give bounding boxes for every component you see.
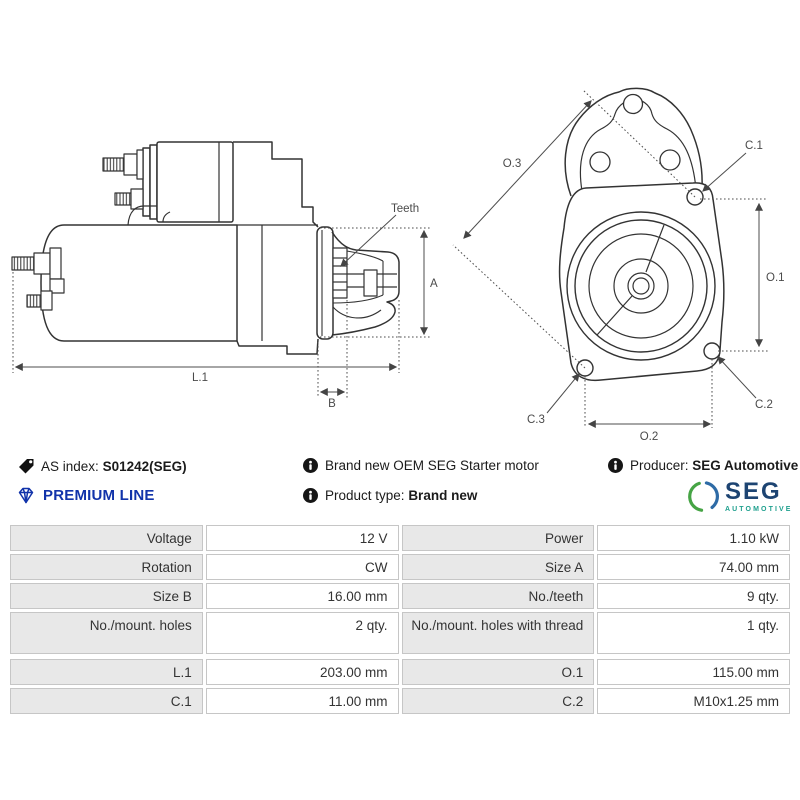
spec-label: C.2 — [402, 688, 595, 714]
spec-label: L.1 — [10, 659, 203, 685]
teeth-label: Teeth — [391, 203, 420, 215]
producer — [608, 458, 798, 473]
producer-text — [630, 458, 798, 473]
front-view-drawing — [560, 88, 724, 380]
motor-body — [41, 225, 237, 341]
spec-label: Power — [402, 525, 595, 551]
seg-logo-subtitle: AUTOMOTIVE — [725, 506, 793, 513]
dim-label-a: A — [430, 278, 438, 290]
spec-table-main — [10, 525, 790, 654]
producer-label: Producer: — [630, 458, 689, 473]
spec-label: O.1 — [402, 659, 595, 685]
drive-end-flange — [317, 227, 333, 339]
premium-line-badge[interactable] — [16, 487, 155, 504]
housing-step-outline — [233, 142, 318, 227]
spec-value: 16.00 mm — [206, 583, 399, 609]
dim-label-c3: C.3 — [527, 414, 545, 426]
dim-label-c2: C.2 — [755, 399, 773, 411]
dim-label-o3: O.3 — [502, 158, 522, 170]
description-text: Brand new OEM SEG Starter motor — [325, 458, 539, 473]
seg-logo-wordmark: SEG — [725, 478, 782, 505]
housing-lower-step — [237, 339, 318, 354]
spec-table — [10, 525, 790, 714]
spec-label: Size B — [10, 583, 203, 609]
premium-line-label: PREMIUM LINE — [43, 487, 155, 504]
as-index-label: AS index: — [41, 458, 99, 474]
dim-label-o1: O.1 — [766, 272, 785, 284]
tag-icon — [18, 458, 34, 474]
dim-label-l1: L.1 — [192, 372, 208, 384]
spec-table-dimensions — [10, 659, 790, 714]
product-type-text — [325, 488, 477, 503]
spec-value: 203.00 mm — [206, 659, 399, 685]
pinion-gear — [333, 248, 397, 298]
mount-hole-c2 — [704, 343, 720, 359]
dim-label-o2: O.2 — [639, 431, 659, 443]
as-index — [18, 458, 187, 474]
as-index-text — [41, 459, 187, 474]
solenoid-front — [565, 88, 702, 196]
seg-logo-text — [725, 480, 793, 513]
spec-label: Voltage — [10, 525, 203, 551]
producer-value: SEG Automotive — [692, 458, 799, 473]
info-icon — [608, 458, 623, 473]
spec-value: 74.00 mm — [597, 554, 790, 580]
diamond-icon — [16, 487, 36, 504]
spec-label: No./mount. holes with thread — [402, 612, 595, 654]
spec-value: 11.00 mm — [206, 688, 399, 714]
seg-automotive-logo — [687, 480, 793, 513]
spec-value: 12 V — [206, 525, 399, 551]
spec-value: M10x1.25 mm — [597, 688, 790, 714]
spec-label: No./mount. holes — [10, 612, 203, 654]
spec-value: CW — [206, 554, 399, 580]
info-icon — [303, 488, 318, 503]
as-index-value: S01242(SEG) — [102, 458, 187, 474]
info-icon — [303, 458, 318, 473]
product-type-value: Brand new — [408, 488, 478, 503]
seg-logo-circle-icon — [687, 480, 720, 513]
spec-value: 1 qty. — [597, 612, 790, 654]
product-description — [303, 458, 539, 473]
spec-label: Size A — [402, 554, 595, 580]
spec-label: Rotation — [10, 554, 203, 580]
spec-value: 9 qty. — [597, 583, 790, 609]
side-view-drawing — [12, 142, 399, 354]
spec-label: C.1 — [10, 688, 203, 714]
dim-label-c1: C.1 — [745, 140, 763, 152]
spec-value: 115.00 mm — [597, 659, 790, 685]
spec-label: No./teeth — [402, 583, 595, 609]
spec-value: 1.10 kW — [597, 525, 790, 551]
product-type-label: Product type: — [325, 488, 405, 503]
product-info-strip — [0, 450, 800, 525]
solenoid-side — [103, 142, 233, 225]
dim-label-b: B — [328, 398, 336, 410]
product-type — [303, 488, 477, 503]
spec-value: 2 qty. — [206, 612, 399, 654]
